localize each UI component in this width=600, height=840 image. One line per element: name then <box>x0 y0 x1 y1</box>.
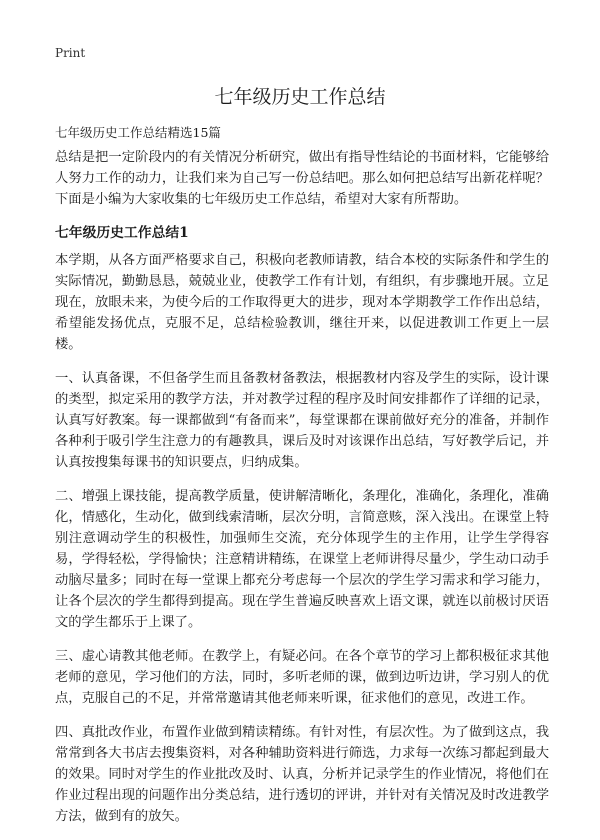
document-subtitle: 七年级历史工作总结精选15篇 <box>55 125 221 140</box>
page-title: 七年级历史工作总结 <box>214 86 386 108</box>
body-paragraph: 三、虚心请教其他老师。在教学上，有疑必问。在各个章节的学习上都积极征求其他老师的意见，学习他们的方法，同时，多听老师的课，做到边听边讲，学习别人的优点，克服自己的不足，并常常邀请其他老师来听课，征求他们的意见，改进工作。 <box>55 649 549 706</box>
section-heading: 七年级历史工作总结1 <box>55 225 189 241</box>
body-paragraph: 二、增强上课技能，提高教学质量，使讲解清晰化，条理化，准确化，条理化，准确化，情感化，生动化，做到线索清晰，层次分明，言简意赅，深入浅出。在课堂上特别注意调动学生的积极性，加强师生交流，充分体现学生的主作用，让学生学得容易，学得轻松，学得愉快；注意精讲精练，在课堂上老师讲得尽量少，学生动口动手动脑尽量多；同时在每一堂课上都充分考虑每一个层次的学生学习需求和学习能力，让各个层次的学生都得到提高。现在学生普遍反映喜欢上语文课，就连以前极讨厌语文的学生都乐于上课了。 <box>55 489 549 630</box>
body-paragraph: 一、认真备课，不但备学生而且备教材备教法，根据教材内容及学生的实际，设计课的类型，拟定采用的教学方法，并对教学过程的程序及时间安排都作了详细的记录，认真写好教案。每一课都做到“有备而来”，每堂课都在课前做好充分的准备，并制作各种利于吸引学生注意力的有趣教具，课后及时对该课作出总结，写好教学后记，并认真按搜集每课书的知识要点，归纳成集。 <box>55 371 549 470</box>
body-paragraph: 四、真批改作业，布置作业做到精读精练。有针对性，有层次性。为了做到这点，我常常到各大书店去搜集资料，对各种辅助资料进行筛选，力求每一次练习都起到最大的效果。同时对学生的作业批改及时、认真，分析并记录学生的作业情况，将他们在作业过程出现的问题作出分类总结，进行透切的评讲，并针对有关情况及时改进教学方法，做到有的放矢。 <box>55 725 549 824</box>
body-paragraph: 本学期，从各方面严格要求自己，积极向老教师请教，结合本校的实际条件和学生的实际情况，勤勤恳恳，兢兢业业，使教学工作有计划，有组织，有步骤地开展。立足现在，放眼未来，为使今后的工作取得更大的进步，现对本学期教学工作作出总结，希望能发扬优点，克服不足，总结检验教训，继往开来，以促进教训工作更上一层楼。 <box>55 253 549 352</box>
print-link[interactable]: Print <box>55 46 86 60</box>
intro-paragraph: 总结是把一定阶段内的有关情况分析研究，做出有指导性结论的书面材料，它能够给人努力工作的动力，让我们来为自己写一份总结吧。那么如何把总结写出新花样呢？下面是小编为大家收集的七年级历史工作总结，希望对大家有所帮助。 <box>55 150 549 207</box>
document-body <box>55 147 549 840</box>
